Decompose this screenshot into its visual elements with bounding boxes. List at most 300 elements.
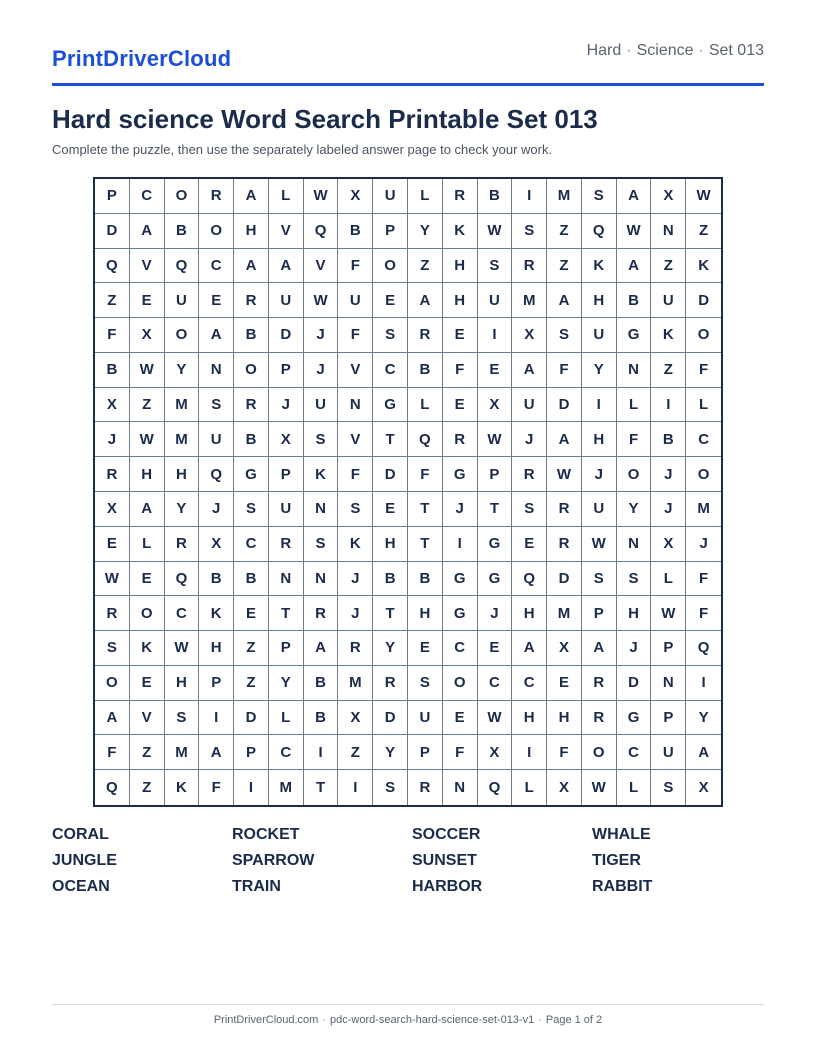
grid-cell: D [269, 318, 304, 353]
grid-cell: B [478, 179, 513, 214]
grid-cell: N [304, 492, 339, 527]
grid-cell: C [478, 666, 513, 701]
grid-cell: J [478, 596, 513, 631]
grid-cell: F [547, 353, 582, 388]
grid-cell: L [512, 770, 547, 805]
grid-cell: J [686, 527, 721, 562]
grid-cell: N [443, 770, 478, 805]
grid-cell: W [478, 214, 513, 249]
footer-site: PrintDriverCloud.com [213, 1014, 319, 1026]
grid-cell: S [199, 388, 234, 423]
grid-cell: N [617, 353, 652, 388]
grid-cell: X [130, 318, 165, 353]
grid-cell: E [130, 562, 165, 597]
grid-cell: R [582, 701, 617, 736]
grid-cell: W [651, 596, 686, 631]
grid-cell: R [373, 666, 408, 701]
grid-cell: O [443, 666, 478, 701]
grid-cell: J [304, 318, 339, 353]
grid-cell: Q [686, 631, 721, 666]
grid-cell: X [338, 701, 373, 736]
brand-logo[interactable]: PrintDriverCloud [52, 46, 232, 71]
word-bank-item: SPARROW [232, 852, 315, 869]
grid-cell: O [199, 214, 234, 249]
grid-cell: X [478, 735, 513, 770]
word-bank-item: ROCKET [232, 826, 300, 843]
grid-cell: S [373, 318, 408, 353]
word-bank-item: HARBOR [412, 878, 483, 895]
grid-cell: H [165, 457, 200, 492]
grid-cell: X [512, 318, 547, 353]
grid-cell: T [478, 492, 513, 527]
grid-cell: Y [408, 214, 443, 249]
grid-cell: Q [95, 249, 130, 284]
grid-cell: K [582, 249, 617, 284]
footer-separator: · [538, 1014, 542, 1026]
breadcrumb-separator: · [698, 42, 704, 59]
grid-cell: D [95, 214, 130, 249]
grid-cell: C [373, 353, 408, 388]
grid-cell: J [338, 562, 373, 597]
grid-cell: M [165, 422, 200, 457]
word-bank-item: TIGER [592, 852, 641, 869]
grid-cell: B [408, 562, 443, 597]
grid-cell: Y [373, 735, 408, 770]
grid-cell: W [547, 457, 582, 492]
grid-cell: B [617, 283, 652, 318]
grid-cell: I [512, 179, 547, 214]
breadcrumb-separator: · [626, 42, 632, 59]
grid-cell: J [651, 457, 686, 492]
footer-separator: · [322, 1014, 327, 1026]
grid-cell: M [165, 735, 200, 770]
grid-cell: B [234, 422, 269, 457]
grid-cell: Z [95, 283, 130, 318]
grid-cell: J [338, 596, 373, 631]
grid-cell: O [582, 735, 617, 770]
breadcrumb-item: Science [636, 42, 694, 59]
grid-cell: Z [547, 249, 582, 284]
grid-cell: E [95, 527, 130, 562]
grid-cell: U [512, 388, 547, 423]
grid-cell: Q [165, 249, 200, 284]
grid-cell: S [512, 492, 547, 527]
grid-cell: U [373, 179, 408, 214]
word-bank-item: WHALE [592, 826, 651, 843]
grid-cell: H [443, 249, 478, 284]
grid-cell: A [269, 249, 304, 284]
grid-cell: G [617, 318, 652, 353]
grid-cell: S [338, 492, 373, 527]
grid-cell: L [617, 388, 652, 423]
grid-cell: E [408, 631, 443, 666]
grid-cell: Z [130, 735, 165, 770]
grid-cell: X [95, 388, 130, 423]
grid-cell: S [582, 562, 617, 597]
grid-cell: J [582, 457, 617, 492]
grid-cell: K [443, 214, 478, 249]
grid-cell: O [686, 457, 721, 492]
grid-cell: M [547, 179, 582, 214]
grid-cell: D [373, 701, 408, 736]
grid-cell: R [512, 249, 547, 284]
grid-cell: I [686, 666, 721, 701]
grid-cell: V [338, 353, 373, 388]
page-header [52, 40, 764, 84]
grid-cell: O [617, 457, 652, 492]
grid-cell: J [95, 422, 130, 457]
grid-cell: A [199, 318, 234, 353]
grid-cell: B [234, 562, 269, 597]
grid-cell: J [304, 353, 339, 388]
grid-cell: A [617, 249, 652, 284]
grid-cell: J [269, 388, 304, 423]
grid-cell: C [269, 735, 304, 770]
grid-cell: U [408, 701, 443, 736]
grid-cell: X [478, 388, 513, 423]
grid-cell: A [686, 735, 721, 770]
grid-cell: U [269, 492, 304, 527]
grid-cell: H [617, 596, 652, 631]
grid-cell: J [199, 492, 234, 527]
grid-cell: W [165, 631, 200, 666]
grid-cell: S [651, 770, 686, 805]
grid-cell: X [95, 492, 130, 527]
grid-cell: L [408, 388, 443, 423]
grid-cell: A [199, 735, 234, 770]
grid-cell: V [130, 249, 165, 284]
grid-cell: N [269, 562, 304, 597]
grid-cell: S [512, 214, 547, 249]
grid-cell: E [478, 631, 513, 666]
grid-cell: B [373, 562, 408, 597]
grid-cell: X [651, 179, 686, 214]
grid-cell: S [304, 527, 339, 562]
grid-cell: W [130, 422, 165, 457]
grid-cell: S [408, 666, 443, 701]
grid-cell: T [408, 492, 443, 527]
grid-cell: F [686, 596, 721, 631]
grid-cell: F [338, 249, 373, 284]
grid-cell: H [408, 596, 443, 631]
grid-cell: I [338, 770, 373, 805]
grid-cell: H [199, 631, 234, 666]
grid-cell: D [373, 457, 408, 492]
grid-cell: Q [478, 770, 513, 805]
grid-cell: H [443, 283, 478, 318]
grid-cell: O [95, 666, 130, 701]
grid-cell: G [443, 457, 478, 492]
grid-cell: W [478, 701, 513, 736]
grid-cell: B [304, 666, 339, 701]
grid-cell: F [443, 735, 478, 770]
grid-cell: F [199, 770, 234, 805]
grid-cell: O [686, 318, 721, 353]
grid-cell: A [512, 631, 547, 666]
grid-cell: G [234, 457, 269, 492]
grid-cell: L [408, 179, 443, 214]
grid-cell: K [651, 318, 686, 353]
grid-cell: O [234, 353, 269, 388]
grid-cell: O [373, 249, 408, 284]
grid-cell: D [234, 701, 269, 736]
grid-cell: F [338, 318, 373, 353]
breadcrumb [587, 42, 764, 60]
word-bank-item: OCEAN [52, 878, 110, 895]
grid-cell: E [234, 596, 269, 631]
grid-cell: I [582, 388, 617, 423]
grid-cell: A [547, 422, 582, 457]
grid-cell: R [582, 666, 617, 701]
word-bank-item: RABBIT [592, 878, 653, 895]
grid-cell: R [234, 388, 269, 423]
grid-cell: U [199, 422, 234, 457]
grid-cell: H [547, 701, 582, 736]
grid-cell: Z [234, 631, 269, 666]
grid-cell: I [478, 318, 513, 353]
grid-cell: X [547, 631, 582, 666]
header-divider [52, 83, 764, 86]
grid-cell: M [338, 666, 373, 701]
grid-cell: J [512, 422, 547, 457]
grid-cell: F [338, 457, 373, 492]
grid-cell: U [304, 388, 339, 423]
grid-cell: G [373, 388, 408, 423]
grid-cell: S [234, 492, 269, 527]
grid-cell: G [478, 562, 513, 597]
word-search-grid [93, 177, 723, 807]
footer-page-label: Page 1 of 2 [545, 1014, 603, 1026]
grid-cell: H [130, 457, 165, 492]
grid-cell: J [617, 631, 652, 666]
grid-cell: P [234, 735, 269, 770]
grid-cell: Y [269, 666, 304, 701]
grid-cell: H [512, 701, 547, 736]
grid-cell: S [582, 179, 617, 214]
grid-cell: N [617, 527, 652, 562]
grid-cell: T [373, 422, 408, 457]
grid-cell: U [651, 283, 686, 318]
grid-cell: R [408, 770, 443, 805]
grid-cell: O [130, 596, 165, 631]
grid-cell: W [130, 353, 165, 388]
grid-cell: S [478, 249, 513, 284]
grid-cell: E [373, 492, 408, 527]
grid-cell: Q [408, 422, 443, 457]
grid-cell: H [165, 666, 200, 701]
grid-cell: M [165, 388, 200, 423]
grid-cell: K [130, 631, 165, 666]
grid-cell: B [408, 353, 443, 388]
grid-cell: A [95, 701, 130, 736]
grid-cell: Z [130, 770, 165, 805]
grid-cell: V [304, 249, 339, 284]
grid-cell: B [651, 422, 686, 457]
grid-cell: C [512, 666, 547, 701]
grid-cell: N [304, 562, 339, 597]
grid-cell: D [547, 388, 582, 423]
grid-cell: C [617, 735, 652, 770]
grid-cell: Z [234, 666, 269, 701]
grid-cell: P [651, 701, 686, 736]
grid-cell: J [443, 492, 478, 527]
grid-cell: P [269, 457, 304, 492]
grid-cell: U [165, 283, 200, 318]
grid-cell: S [165, 701, 200, 736]
grid-cell: D [686, 283, 721, 318]
grid-cell: K [165, 770, 200, 805]
grid-cell: A [547, 283, 582, 318]
breadcrumb-item: Hard [586, 42, 622, 59]
grid-cell: Y [373, 631, 408, 666]
grid-cell: F [408, 457, 443, 492]
grid-cell: A [234, 249, 269, 284]
grid-cell: N [651, 666, 686, 701]
grid-cell: X [651, 527, 686, 562]
grid-cell: A [304, 631, 339, 666]
grid-cell: T [304, 770, 339, 805]
grid-cell: S [373, 770, 408, 805]
grid-cell: G [443, 596, 478, 631]
grid-cell: A [512, 353, 547, 388]
grid-cell: W [304, 283, 339, 318]
grid-cell: K [338, 527, 373, 562]
grid-cell: R [199, 179, 234, 214]
grid-cell: W [95, 562, 130, 597]
grid-cell: K [686, 249, 721, 284]
grid-cell: W [617, 214, 652, 249]
grid-cell: T [408, 527, 443, 562]
grid-cell: P [373, 214, 408, 249]
grid-cell: Z [130, 388, 165, 423]
footer-divider [52, 1004, 764, 1005]
grid-cell: D [547, 562, 582, 597]
grid-cell: E [130, 283, 165, 318]
page-title: Hard science Word Search Printable Set 013 [52, 104, 598, 134]
grid-cell: H [373, 527, 408, 562]
grid-cell: B [165, 214, 200, 249]
grid-cell: R [269, 527, 304, 562]
grid-cell: Z [651, 353, 686, 388]
grid-cell: R [443, 422, 478, 457]
grid-cell: X [338, 179, 373, 214]
grid-cell: M [269, 770, 304, 805]
grid-cell: R [234, 283, 269, 318]
grid-cell: L [269, 701, 304, 736]
grid-cell: W [478, 422, 513, 457]
grid-cell: U [582, 318, 617, 353]
grid-cell: S [617, 562, 652, 597]
grid-cell: B [234, 318, 269, 353]
grid-cell: L [269, 179, 304, 214]
breadcrumb-item: Set 013 [708, 42, 764, 59]
word-bank-item: JUNGLE [52, 852, 117, 869]
grid-cell: Z [547, 214, 582, 249]
grid-cell: V [269, 214, 304, 249]
grid-cell: M [547, 596, 582, 631]
grid-cell: I [443, 527, 478, 562]
grid-cell: Y [617, 492, 652, 527]
grid-cell: F [617, 422, 652, 457]
grid-cell: W [582, 770, 617, 805]
grid-cell: R [304, 596, 339, 631]
grid-cell: O [165, 318, 200, 353]
word-bank [52, 826, 772, 896]
grid-cell: R [547, 492, 582, 527]
grid-cell: Z [408, 249, 443, 284]
grid-cell: X [269, 422, 304, 457]
grid-cell: A [234, 179, 269, 214]
grid-cell: S [304, 422, 339, 457]
grid-cell: W [686, 179, 721, 214]
page-subtitle: Complete the puzzle, then use the separately labeled answer page to check your work. [52, 142, 553, 157]
grid-cell: P [95, 179, 130, 214]
grid-cell: N [199, 353, 234, 388]
grid-cell: A [130, 214, 165, 249]
grid-cell: I [199, 701, 234, 736]
grid-cell: E [130, 666, 165, 701]
grid-cell: Q [512, 562, 547, 597]
grid-cell: U [338, 283, 373, 318]
grid-cell: P [651, 631, 686, 666]
grid-cell: N [651, 214, 686, 249]
grid-cell: P [582, 596, 617, 631]
grid-cell: E [373, 283, 408, 318]
grid-cell: W [582, 527, 617, 562]
grid-cell: Z [338, 735, 373, 770]
grid-cell: P [199, 666, 234, 701]
grid-cell: U [478, 283, 513, 318]
grid-cell: R [408, 318, 443, 353]
grid-cell: E [547, 666, 582, 701]
grid-cell: Y [686, 701, 721, 736]
grid-cell: P [269, 631, 304, 666]
grid-cell: R [95, 457, 130, 492]
grid-cell: A [408, 283, 443, 318]
grid-cell: Y [165, 492, 200, 527]
grid-cell: S [95, 631, 130, 666]
grid-cell: V [338, 422, 373, 457]
grid-cell: L [651, 562, 686, 597]
grid-cell: R [338, 631, 373, 666]
word-bank-item: CORAL [52, 826, 109, 843]
grid-cell: G [478, 527, 513, 562]
grid-cell: F [443, 353, 478, 388]
grid-cell: P [269, 353, 304, 388]
grid-cell: H [582, 283, 617, 318]
grid-cell: R [547, 527, 582, 562]
grid-cell: J [651, 492, 686, 527]
grid-cell: C [199, 249, 234, 284]
grid-cell: E [443, 318, 478, 353]
grid-cell: K [304, 457, 339, 492]
grid-cell: T [373, 596, 408, 631]
grid-cell: Z [651, 249, 686, 284]
grid-cell: H [582, 422, 617, 457]
footer-doc-id: pdc-word-search-hard-science-set-013-v1 [330, 1014, 535, 1026]
grid-cell: F [547, 735, 582, 770]
grid-cell: A [130, 492, 165, 527]
grid-cell: X [698, 779, 709, 797]
grid-cell: I [304, 735, 339, 770]
grid-cell: B [199, 562, 234, 597]
grid-cell: U [651, 735, 686, 770]
grid-cell: W [304, 179, 339, 214]
grid-cell: A [617, 179, 652, 214]
grid-cell: E [199, 283, 234, 318]
grid-cell: Q [95, 770, 130, 805]
grid-cell: P [478, 457, 513, 492]
